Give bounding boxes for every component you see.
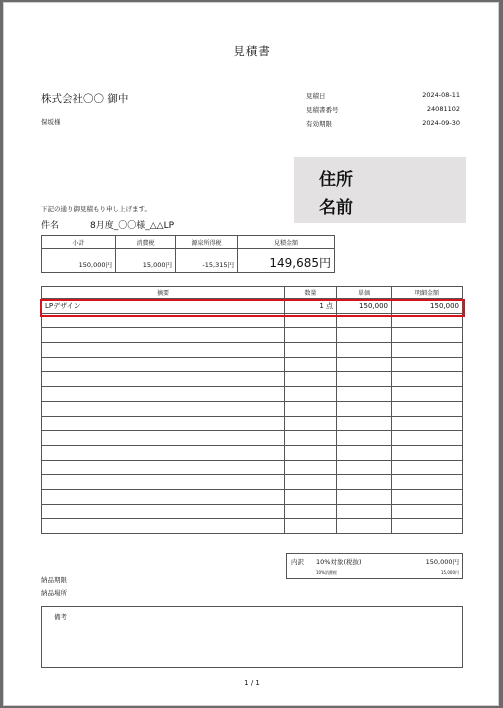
tax-header: 消費税	[116, 236, 176, 249]
empty-cell	[392, 357, 463, 372]
qty-header: 数量	[285, 287, 337, 299]
table-row-empty	[42, 372, 463, 387]
breakdown-amount2: 15,000円	[441, 570, 459, 575]
empty-cell	[285, 357, 337, 372]
table-row-empty	[42, 357, 463, 372]
table-row-empty	[42, 489, 463, 504]
empty-cell	[337, 460, 392, 475]
breakdown-box	[286, 553, 463, 579]
withholding-header: 源泉所得税	[176, 236, 238, 249]
empty-cell	[337, 416, 392, 431]
empty-cell	[42, 343, 285, 358]
summary-table	[41, 235, 335, 273]
empty-cell	[285, 445, 337, 460]
empty-cell	[392, 343, 463, 358]
empty-cell	[42, 504, 285, 519]
empty-cell	[285, 387, 337, 402]
empty-cell	[285, 519, 337, 534]
empty-cell	[285, 504, 337, 519]
subject-value: 8月度_〇〇様_△△LP	[90, 221, 175, 231]
table-row-empty	[42, 519, 463, 534]
expiry-date-value: 2024-09-30	[422, 119, 460, 127]
notes-box	[41, 606, 463, 668]
empty-cell	[337, 431, 392, 446]
table-row-empty	[42, 401, 463, 416]
table-row-empty	[42, 445, 463, 460]
withholding-value: -15,315円	[176, 249, 238, 273]
empty-cell	[392, 416, 463, 431]
delivery-deadline-label: 納品期限	[41, 576, 67, 584]
empty-cell	[285, 489, 337, 504]
item-unit-price: 150,000	[337, 299, 392, 314]
page-indicator: 1 / 1	[244, 679, 260, 687]
empty-cell	[285, 431, 337, 446]
empty-cell	[42, 445, 285, 460]
empty-cell	[337, 475, 392, 490]
breakdown-line1: 10%対象(税抜)	[316, 558, 362, 566]
table-row-empty	[42, 475, 463, 490]
document-page	[3, 2, 499, 706]
item-qty: 1 点	[285, 299, 337, 314]
empty-cell	[337, 372, 392, 387]
empty-cell	[337, 401, 392, 416]
empty-cell	[42, 519, 285, 534]
tax-value: 15,000円	[116, 249, 176, 273]
empty-cell	[337, 445, 392, 460]
document-title: 見積書	[233, 44, 271, 58]
items-table	[41, 286, 463, 534]
empty-cell	[337, 387, 392, 402]
client-name: 株式会社〇〇 御中	[41, 93, 129, 105]
empty-cell	[392, 489, 463, 504]
breakdown-label: 内訳	[291, 558, 304, 566]
empty-cell	[285, 372, 337, 387]
empty-cell	[285, 343, 337, 358]
item-desc: LPデザイン	[42, 299, 285, 314]
subject-label: 件名	[41, 221, 60, 231]
table-row-empty	[42, 387, 463, 402]
empty-cell	[392, 475, 463, 490]
empty-cell	[42, 401, 285, 416]
quote-number-label: 見積書番号	[306, 106, 339, 114]
total-value: 149,685円	[238, 249, 335, 273]
table-row-empty	[42, 416, 463, 431]
empty-cell	[392, 519, 463, 534]
selected-row-highlight	[40, 299, 465, 317]
empty-cell	[42, 387, 285, 402]
empty-cell	[42, 431, 285, 446]
breakdown-amount1: 150,000円	[425, 558, 459, 566]
intro-text: 下記の通り御見積もり申し上げます。	[41, 205, 151, 213]
desc-header: 摘要	[42, 287, 285, 299]
quote-number-value: 24081102	[426, 105, 460, 113]
empty-cell	[392, 401, 463, 416]
subtotal-header: 小計	[42, 236, 116, 249]
client-person: 保坂様	[41, 118, 61, 126]
empty-cell	[285, 416, 337, 431]
table-row-empty	[42, 460, 463, 475]
table-row-empty	[42, 431, 463, 446]
issue-date-label: 見積日	[306, 92, 326, 100]
table-row-empty	[42, 343, 463, 358]
delivery-place-label: 納品場所	[41, 589, 67, 597]
empty-cell	[392, 328, 463, 343]
empty-cell	[42, 460, 285, 475]
table-row-empty	[42, 328, 463, 343]
empty-cell	[42, 489, 285, 504]
empty-cell	[337, 504, 392, 519]
notes-label: 備考	[54, 613, 67, 621]
empty-cell	[285, 401, 337, 416]
empty-cell	[392, 504, 463, 519]
empty-cell	[42, 328, 285, 343]
empty-cell	[337, 489, 392, 504]
subtotal-value: 150,000円	[42, 249, 116, 273]
item-amount: 150,000	[392, 299, 463, 314]
empty-cell	[337, 343, 392, 358]
expiry-date-label: 有効期限	[306, 120, 332, 128]
empty-cell	[285, 328, 337, 343]
empty-cell	[42, 475, 285, 490]
amount-header: 明細金額	[392, 287, 463, 299]
empty-cell	[392, 431, 463, 446]
unit-header: 単価	[337, 287, 392, 299]
empty-cell	[392, 460, 463, 475]
empty-cell	[42, 416, 285, 431]
empty-cell	[42, 372, 285, 387]
empty-cell	[337, 519, 392, 534]
total-header: 見積金額	[238, 236, 335, 249]
issuer-name: 名前	[319, 198, 353, 218]
table-row-empty	[42, 504, 463, 519]
empty-cell	[392, 372, 463, 387]
empty-cell	[337, 357, 392, 372]
empty-cell	[392, 445, 463, 460]
issue-date-value: 2024-08-11	[422, 91, 460, 99]
issuer-address: 住所	[319, 170, 353, 190]
empty-cell	[285, 460, 337, 475]
breakdown-line2: 10%消費税	[316, 570, 337, 575]
empty-cell	[42, 357, 285, 372]
empty-cell	[392, 387, 463, 402]
empty-cell	[337, 328, 392, 343]
empty-cell	[285, 475, 337, 490]
